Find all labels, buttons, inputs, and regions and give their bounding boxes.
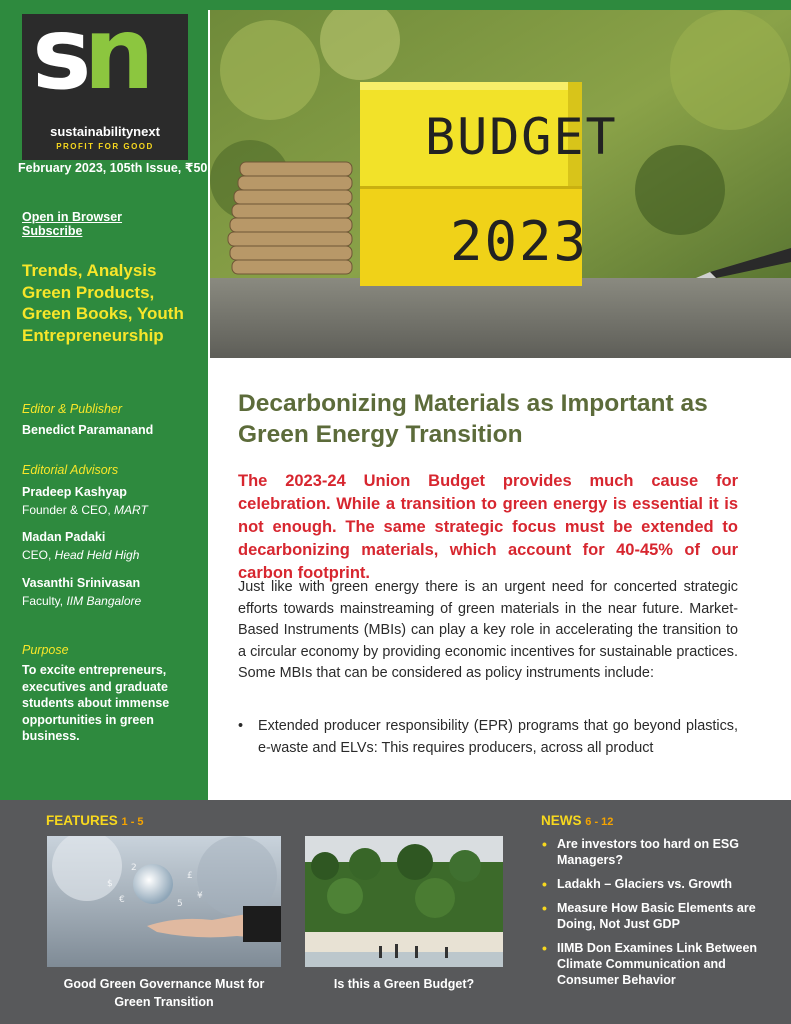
sidebar: [0, 0, 208, 800]
article-title[interactable]: Decarbonizing Materials as Important as Green Energy Transition: [238, 390, 708, 448]
feature-caption[interactable]: Is this a Green Budget?: [333, 977, 475, 991]
svg-text:5: 5: [177, 899, 183, 909]
open-in-browser-link[interactable]: Open in Browser: [22, 210, 123, 224]
header-links: [22, 210, 208, 238]
advisor-name: Vasanthi Srinivasan: [22, 576, 141, 590]
features-heading: FEATURES 1 - 5: [46, 813, 144, 828]
masthead-logo[interactable]: [22, 0, 188, 160]
news-item[interactable]: • IIMB Don Examines Link Between Climate Communication and Consumer Behavior: [540, 940, 780, 988]
news-item[interactable]: • Ladakh – Glaciers vs. Growth: [540, 876, 780, 892]
article-bullet: [238, 716, 738, 800]
advisor-role: CEO, Head Held High: [22, 548, 140, 562]
svg-text:$: $: [107, 879, 113, 889]
feature-thumbnail-governance[interactable]: [47, 836, 281, 967]
news-item[interactable]: • Are investors too hard on ESG Managers?: [540, 836, 780, 868]
logo-letters: sn: [32, 0, 147, 112]
advisor-role: Founder & CEO, MART: [22, 503, 148, 517]
hero-budget-word: BUDGET: [425, 108, 618, 166]
globe-hand-illustration: [47, 836, 281, 967]
purpose-label: Purpose: [22, 643, 69, 657]
editor-label: Editor & Publisher: [22, 402, 123, 416]
logo-name: sustainabilitynext: [50, 124, 160, 139]
article-lead: The 2023-24 Union Budget provides much cause for celebration. While a transition to green energy is essential it is not enough. The same strategic focus must be extended to decarbonizing materials, which account for 40-45% of our carbon footprint.: [238, 472, 738, 582]
topics-list: Trends, Analysis Green Products, Green Books, Youth Entrepreneurship: [22, 261, 184, 345]
article-body: Just like with green energy there is an urgent need for concerted strategic efforts towards mainstreaming of green materials in the near future. Market-Based Instruments (MBIs) can play a key role in accelerating the transition to a circular economy by providing economic incentives for sustainable practices. Some MBIs that can be considered as policy instruments include:: [238, 579, 738, 681]
bullet-dot: •: [238, 718, 244, 734]
advisors-label: Editorial Advisors: [22, 463, 119, 477]
advisor-role: Faculty, IIM Bangalore: [22, 594, 142, 608]
editor-name: Benedict Paramanand: [22, 423, 154, 437]
hero-image[interactable]: [210, 10, 791, 358]
purpose-text: To excite entrepreneurs, executives and graduate students about immense opportunities in green business.: [22, 663, 170, 743]
svg-text:€: €: [119, 895, 125, 905]
hero-budget-year: 2023: [450, 210, 589, 273]
svg-text:£: £: [187, 871, 193, 881]
news-heading: NEWS 6 - 12: [541, 813, 614, 828]
logo-tagline: PROFIT FOR GOOD: [56, 142, 154, 151]
news-list: [540, 836, 780, 996]
issue-info: February 2023, 105th Issue, ₹50: [18, 161, 208, 175]
svg-text:2: 2: [131, 863, 137, 873]
feature-caption[interactable]: Good Green Governance Must for Green Transition: [63, 977, 265, 1009]
advisor-name: Pradeep Kashyap: [22, 485, 127, 499]
svg-text:¥: ¥: [197, 891, 203, 901]
subscribe-link[interactable]: Subscribe: [22, 224, 83, 238]
bullet-text: Extended producer responsibility (EPR) programs that go beyond plastics, e-waste and ELVs: This requires producers, across all product: [258, 718, 738, 756]
feature-thumbnail-budget[interactable]: [305, 836, 503, 967]
news-item[interactable]: • Measure How Basic Elements are Doing, Not Just GDP: [540, 900, 780, 932]
beach-forest-illustration: [305, 836, 503, 967]
hero-illustration: [210, 10, 791, 358]
advisor-name: Madan Padaki: [22, 530, 106, 544]
